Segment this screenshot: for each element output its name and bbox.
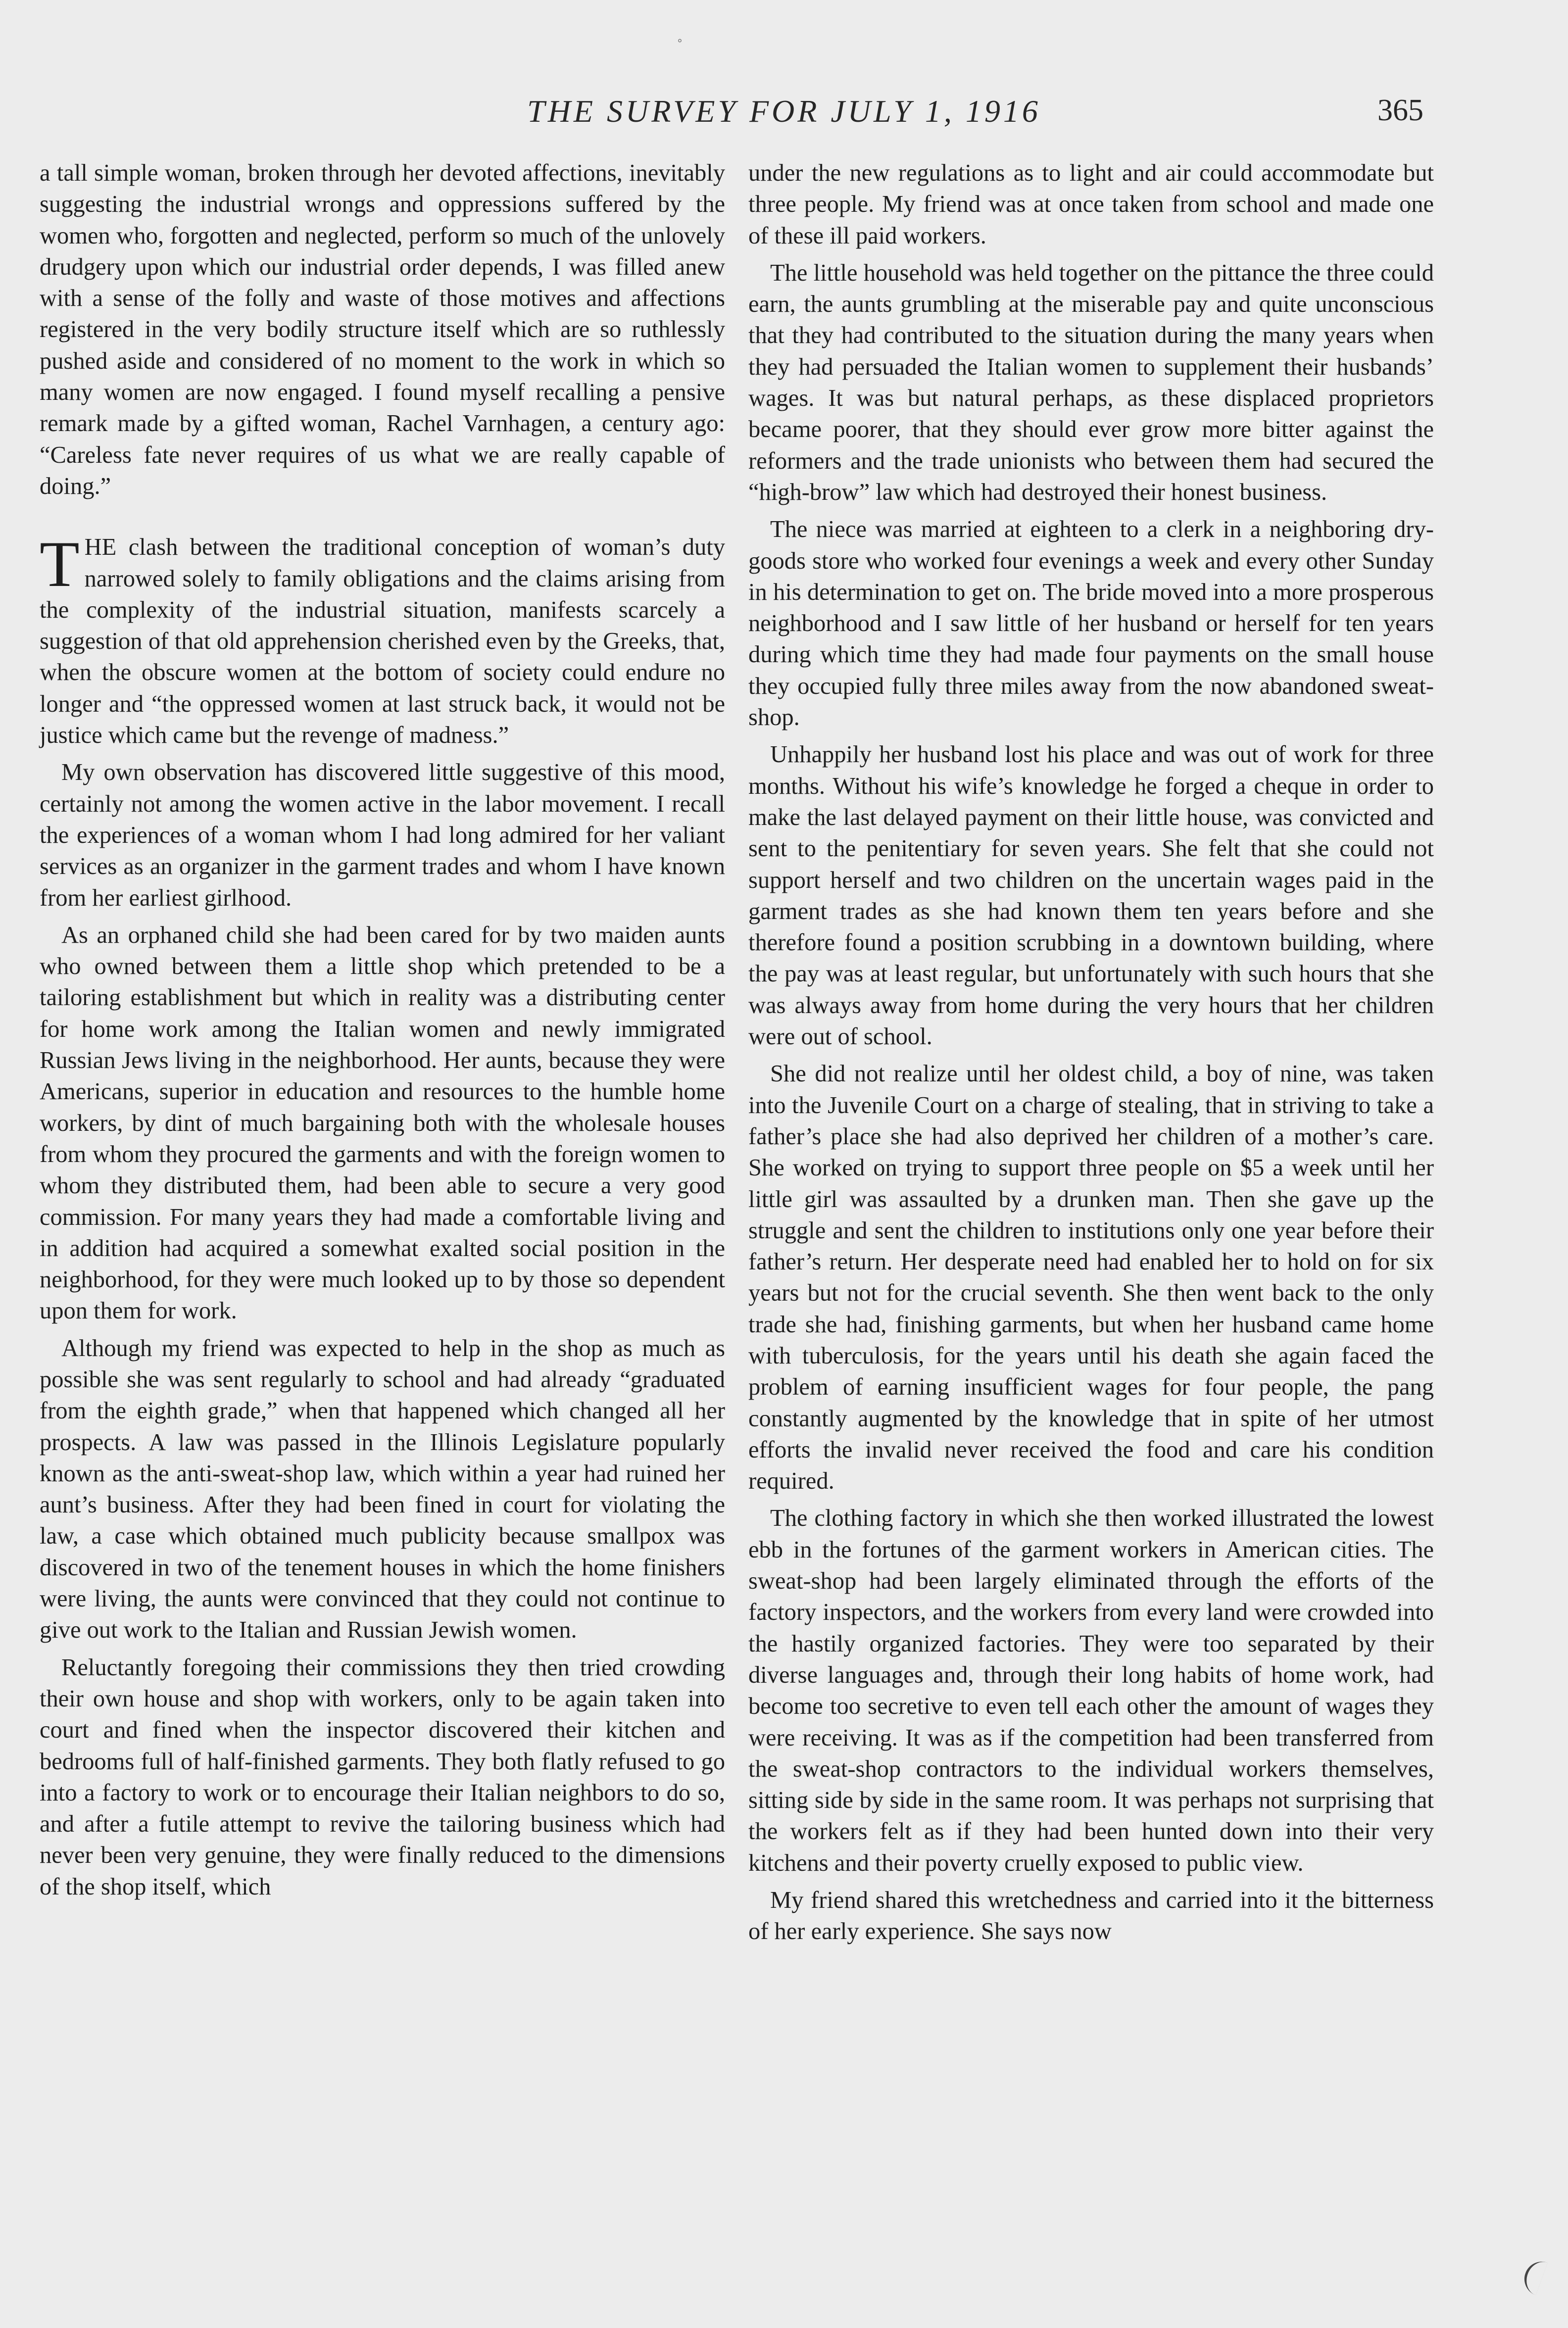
page-edge-mark (1519, 2257, 1548, 2295)
paragraph: The niece was married at eighteen to a clerk in a neighboring dry-goods store who worked four evenings a week and every other Sunday in his determination to get on. The bride moved into a more prosperous neighborhood and I saw little of her husband or herself for ten years during which time they had made four payments on the small house they occupied fully three miles away from the now abandoned sweat-shop. (748, 516, 1434, 731)
paragraph: She did not realize until her oldest child, a boy of nine, was taken into the Juvenile Court on a charge of stealing, that in striving to take a father’s place she had also deprived her children of a mother’s care. She worked on trying to support three people on $5 a week until her little girl was assaulted by a drunken man. Then she gave up the struggle and sent the children to institutions only one year before their father’s return. Her desperate need had enabled her to hold on for six years but not for the crucial seventh. She then went back to the only trade she had, finishing garments, but when her husband came home with tuberculosis, for the years until his death she again faced the problem of earning insufficient wages for four people, the pang constantly augmented by the knowledge that in spite of her utmost efforts the invalid never received the food and care his condition required. (748, 1061, 1434, 1495)
running-title: THE SURVEY FOR JULY 1, 1916 (527, 94, 1041, 129)
scan-mark: ° (677, 38, 683, 50)
paragraph: Unhappily her husband lost his place and was out of work for three months. Without his wife’s knowledge he forged a cheque in order to make the last delayed payment on their little house, was convicted and sent to the penitentiary for seven years. She felt that she could not support herself and two children on the uncertain wages paid in the garment trades as she had known them ten years before and she therefore found a position scrubbing in a downtown building, where the pay was at least regular, but unfortunately with such hours that she was always away from home during the very hours that her children were out of school. (748, 741, 1434, 1050)
paragraph: As an orphaned child she had been cared for by two maiden aunts who owned between them a little shop which pretended to be a tailoring establishment but which in reality was a distributing center for home work among the Italian women and newly immigrated Russian Jews living in the neighborhood. Her aunts, because they were Americans, superior in education and resources to the humble home workers, by dint of much bargaining both with the wholesale houses from whom they procured the garments and with the foreign women to whom they distributed them, had been able to secure a very good commission. For many years they had made a comfortable living and in addition had acquired a somewhat exalted social position in the neighborhood, for they were much looked up to by those so dependent upon them for work. (40, 922, 725, 1324)
right-column (748, 157, 1434, 1953)
paragraph: My own observation has discovered little suggestive of this mood, certainly not among the women active in the labor movement. I recall the experiences of a woman whom I had long admired for her valiant services as an organizer in the garment trades and whom I have known from her earliest girlhood. (40, 759, 725, 911)
paragraph: under the new regulations as to light and air could accommodate but three people. My friend was at once taken from school and made one of these ill paid workers. (748, 160, 1434, 249)
paragraph-text: HE clash between the traditional conception of woman’s duty narrowed solely to family obligations and the claims arising from the complexity of the industrial situation, manifests scarcely a suggestion of that old apprehension cherished even by the Greeks, that, when the obscure women at the bottom of society could endure no longer and “the oppressed women at last struck back, it would not be justice which came but the revenge of madness.” (40, 534, 725, 749)
paragraph: The little household was held together on the pittance the three could earn, the aunts grumbling at the miserable pay and quite unconscious that they had contributed to the situation during the many years when they had persuaded the Italian women to supplement their husbands’ wages. It was but natural perhaps, as these displaced proprietors became poorer, that they should ever grow more bitter against the reformers and the trade unionists who between them had secured the “high-brow” law which had destroyed their honest business. (748, 259, 1434, 505)
paragraph: a tall simple woman, broken through her devoted affections, inevitably suggesting the industrial wrongs and oppressions suffered by the women who, forgotten and neglected, perform so much of the unlovely drudgery upon which our industrial order depends, I was filled anew with a sense of the folly and waste of those motives and affections registered in the very bodily structure itself which are so ruthlessly pushed aside and considered of no moment to the work in which so many women are now engaged. I found myself recalling a pensive remark made by a gifted woman, Rachel Varnhagen, a century ago: “Careless fate never requires of us what we are really capable of doing.” (40, 160, 725, 499)
paragraph: Although my friend was expected to help in the shop as much as possible she was sent regularly to school and had already “graduated from the eighth grade,” when that happened which changed all her prospects. A law was passed in the Illinois Legislature popularly known as the anti-sweat-shop law, which within a year had ruined her aunt’s business. After they had been fined in court for violating the law, a case which obtained much publicity because smallpox was discovered in two of the tenement houses in which the home finishers were living, the aunts were convinced that they could not continue to give out work to the Italian and Russian Jewish women. (40, 1335, 725, 1644)
section-opening-paragraph (40, 528, 725, 751)
left-column (40, 157, 725, 1908)
paragraph: The clothing factory in which she then worked illustrated the lowest ebb in the fortunes of the garment workers in American cities. The sweat-shop had been largely eliminated through the efforts of the factory inspectors, and the workers from every land were crowded into the hastily organized factories. They were too separated by their diverse languages and, through their long habits of home work, had become too secretive to even tell each other the amount of wages they were receiving. It was as if the competition had been transferred from the sweat-shop contractors to the individual workers themselves, sitting side by side in the same room. It was perhaps not surprising that the workers felt as if they had been hunted down into their very kitchens and their poverty cruelly exposed to public view. (748, 1505, 1434, 1876)
page-header (0, 93, 1568, 138)
page-number: 365 (1377, 94, 1423, 127)
paragraph: Reluctantly foregoing their commissions they then tried crowding their own house and shop with workers, only to be again taken into court and fined when the inspector discovered their kitchen and bedrooms full of half-finished garments. They both flatly refused to go into a factory to work or to encourage their Italian neighbors to do so, and after a futile attempt to revive the tailoring business which had never been very genuine, they were finally reduced to the dimensions of the shop itself, which (40, 1654, 725, 1900)
drop-cap: T (40, 528, 80, 601)
paragraph: My friend shared this wretchedness and carried into it the bitterness of her early experience. She says now (748, 1887, 1434, 1945)
